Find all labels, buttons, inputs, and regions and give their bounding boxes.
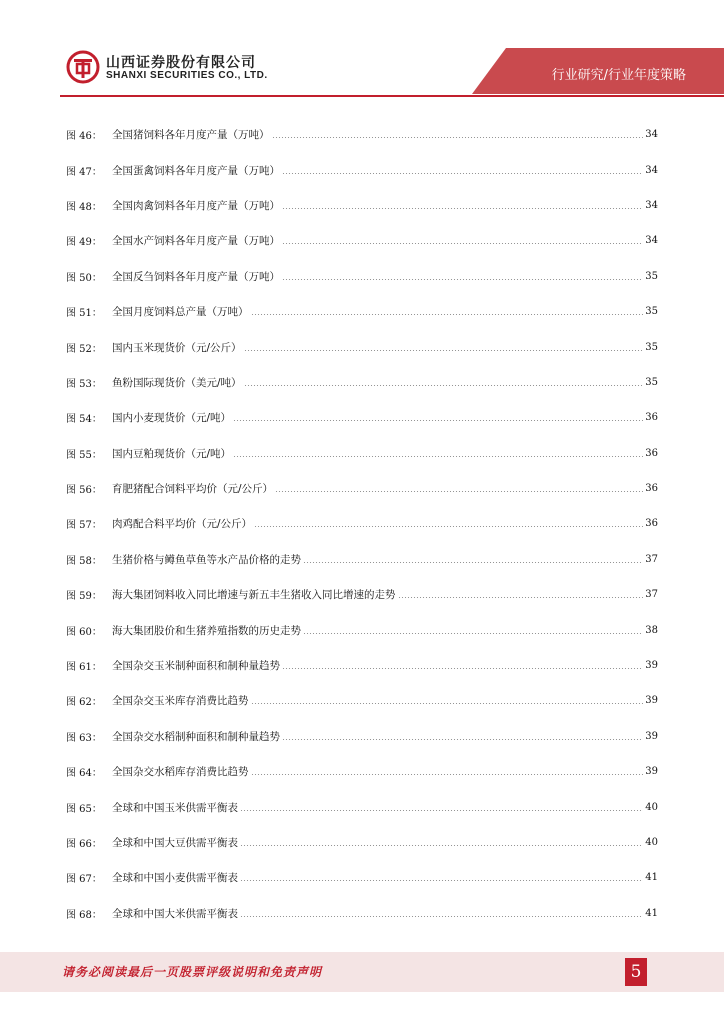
toc-entry[interactable]: [66, 754, 658, 789]
dot-leader: [303, 633, 643, 634]
dot-leader: [282, 279, 643, 280]
dot-leader: [251, 774, 644, 775]
dot-leader: [282, 243, 643, 244]
figure-page-number: 39: [645, 730, 658, 742]
figure-title: 全国猪饲料各年月度产量（万吨）: [112, 129, 270, 142]
dot-leader: [233, 456, 643, 457]
figure-title: 国内豆粕现货价（元/吨）: [112, 447, 232, 460]
toc-entry[interactable]: [66, 789, 658, 824]
figure-page-number: 41: [645, 872, 658, 884]
figure-page-number: 37: [645, 553, 658, 565]
page-number: 5: [625, 958, 647, 986]
figure-page-number: 36: [645, 447, 658, 459]
figure-title: 全国蛋禽饲料各年月度产量（万吨）: [112, 164, 280, 177]
toc-entry[interactable]: [66, 365, 658, 400]
toc-entry[interactable]: [66, 719, 658, 754]
toc-entry[interactable]: [66, 223, 658, 258]
figure-page-number: 34: [645, 235, 658, 247]
toc-entry[interactable]: [66, 683, 658, 718]
figure-label: 图 60：: [66, 626, 102, 638]
toc-entry[interactable]: [66, 506, 658, 541]
toc-entry[interactable]: [66, 612, 658, 647]
page-header: [0, 0, 724, 100]
figure-label: 图 67：: [66, 874, 102, 886]
figure-title: 全国杂交水稻库存消费比趋势: [112, 766, 249, 779]
figure-title: 国内玉米现货价（元/公斤）: [112, 341, 242, 354]
toc-entry[interactable]: [66, 577, 658, 612]
figure-title: 全国杂交水稻制种面积和制种量趋势: [112, 730, 280, 743]
figure-page-number: 34: [645, 164, 658, 176]
figure-label: 图 56：: [66, 485, 102, 497]
figure-label: 图 53：: [66, 378, 102, 390]
dot-leader: [254, 526, 643, 527]
dot-leader: [282, 173, 643, 174]
figure-label: 图 46：: [66, 131, 102, 143]
figure-page-number: 35: [645, 270, 658, 282]
dot-leader: [275, 491, 643, 492]
figure-title: 全国水产饲料各年月度产量（万吨）: [112, 235, 280, 248]
dot-leader: [282, 208, 643, 209]
figure-page-number: 34: [645, 129, 658, 141]
figure-page-number: 37: [645, 589, 658, 601]
toc-entry[interactable]: [66, 188, 658, 223]
figure-label: 图 51：: [66, 308, 102, 320]
dot-leader: [244, 350, 644, 351]
toc-entry[interactable]: [66, 860, 658, 895]
figure-label: 图 48：: [66, 201, 102, 213]
figure-title: 国内小麦现货价（元/吨）: [112, 412, 232, 425]
figure-label: 图 64：: [66, 768, 102, 780]
dot-leader: [272, 137, 644, 138]
toc-entry[interactable]: [66, 329, 658, 364]
figure-page-number: 36: [645, 412, 658, 424]
figure-label: 图 59：: [66, 591, 102, 603]
figure-page-number: 34: [645, 199, 658, 211]
toc-entry[interactable]: [66, 436, 658, 471]
toc-entry[interactable]: [66, 896, 658, 931]
figure-label: 图 62：: [66, 697, 102, 709]
dot-leader: [240, 880, 643, 881]
figure-title: 全球和中国大豆供需平衡表: [112, 837, 238, 849]
dot-leader: [251, 314, 644, 315]
figure-page-number: 40: [645, 801, 658, 813]
figure-title: 全国杂交玉米库存消费比趋势: [112, 695, 249, 708]
toc-entry[interactable]: [66, 400, 658, 435]
figure-label: 图 52：: [66, 343, 102, 355]
toc-entry[interactable]: [66, 294, 658, 329]
figure-title: 全球和中国玉米供需平衡表: [112, 801, 238, 814]
figure-title: 生猪价格与鳟鱼草鱼等水产品价格的走势: [112, 553, 301, 566]
header-divider: [60, 95, 724, 97]
figure-label: 图 61：: [66, 662, 102, 674]
toc-entry[interactable]: [66, 825, 658, 860]
figure-label: 图 54：: [66, 414, 102, 426]
toc-entry[interactable]: [66, 471, 658, 506]
toc-entry[interactable]: [66, 117, 658, 152]
dot-leader: [244, 385, 644, 386]
report-type-label: 行业研究/行业年度策略: [551, 68, 686, 83]
figure-title: 育肥猪配合饲料平均价（元/公斤）: [112, 483, 274, 496]
toc-entry[interactable]: [66, 542, 658, 577]
figure-label: 图 55：: [66, 449, 102, 461]
dot-leader: [251, 703, 644, 704]
figure-page-number: 35: [645, 341, 658, 353]
figure-label: 图 47：: [66, 166, 102, 178]
dot-leader: [240, 845, 643, 846]
figure-label: 图 49：: [66, 237, 102, 249]
figure-page-number: 39: [645, 766, 658, 778]
figure-page-number: 36: [645, 518, 658, 530]
toc-entry[interactable]: [66, 648, 658, 683]
figure-page-number: 36: [645, 483, 658, 495]
figure-title: 全国月度饲料总产量（万吨）: [112, 306, 249, 319]
figure-label: 图 57：: [66, 520, 102, 532]
figure-page-number: 41: [645, 907, 658, 919]
dot-leader: [282, 739, 643, 740]
figure-page-number: 35: [645, 376, 658, 388]
toc-entry[interactable]: [66, 152, 658, 187]
dot-leader: [233, 420, 643, 421]
figure-title: 全国肉禽饲料各年月度产量（万吨）: [112, 199, 280, 212]
figure-page-number: 35: [645, 306, 658, 318]
company-name-en: SHANXI SECURITIES CO., LTD.: [106, 70, 268, 81]
dot-leader: [303, 562, 643, 563]
figure-index-list: [66, 117, 658, 931]
figure-page-number: 40: [645, 837, 658, 848]
figure-title: 海大集团股价和生猪养殖指数的历史走势: [112, 624, 301, 637]
dot-leader: [282, 668, 643, 669]
figure-page-number: 39: [645, 660, 658, 672]
dot-leader: [398, 597, 644, 598]
figure-page-number: 38: [645, 624, 658, 636]
figure-title: 全国反刍饲料各年月度产量（万吨）: [112, 270, 280, 283]
figure-label: 图 58：: [66, 555, 102, 567]
company-name-cn: 山西证券股份有限公司: [106, 55, 256, 71]
figure-title: 全球和中国小麦供需平衡表: [112, 872, 238, 885]
figure-title: 肉鸡配合料平均价（元/公斤）: [112, 518, 253, 531]
figure-label: 图 63：: [66, 732, 102, 744]
dot-leader: [240, 810, 643, 811]
figure-label: 图 66：: [66, 839, 102, 850]
figure-label: 图 50：: [66, 272, 102, 284]
dot-leader: [240, 916, 643, 917]
figure-title: 海大集团饲料收入同比增速与新五丰生猪收入同比增速的走势: [112, 589, 396, 602]
figure-title: 全球和中国大米供需平衡表: [112, 907, 238, 920]
figure-page-number: 39: [645, 695, 658, 707]
footer-disclaimer: 请务必阅读最后一页股票评级说明和免责声明: [62, 965, 323, 979]
figure-title: 鱼粉国际现货价（美元/吨）: [112, 376, 242, 389]
figure-label: 图 68：: [66, 909, 102, 921]
figure-label: 图 65：: [66, 803, 102, 815]
figure-title: 全国杂交玉米制种面积和制种量趋势: [112, 660, 280, 673]
toc-entry[interactable]: [66, 259, 658, 294]
